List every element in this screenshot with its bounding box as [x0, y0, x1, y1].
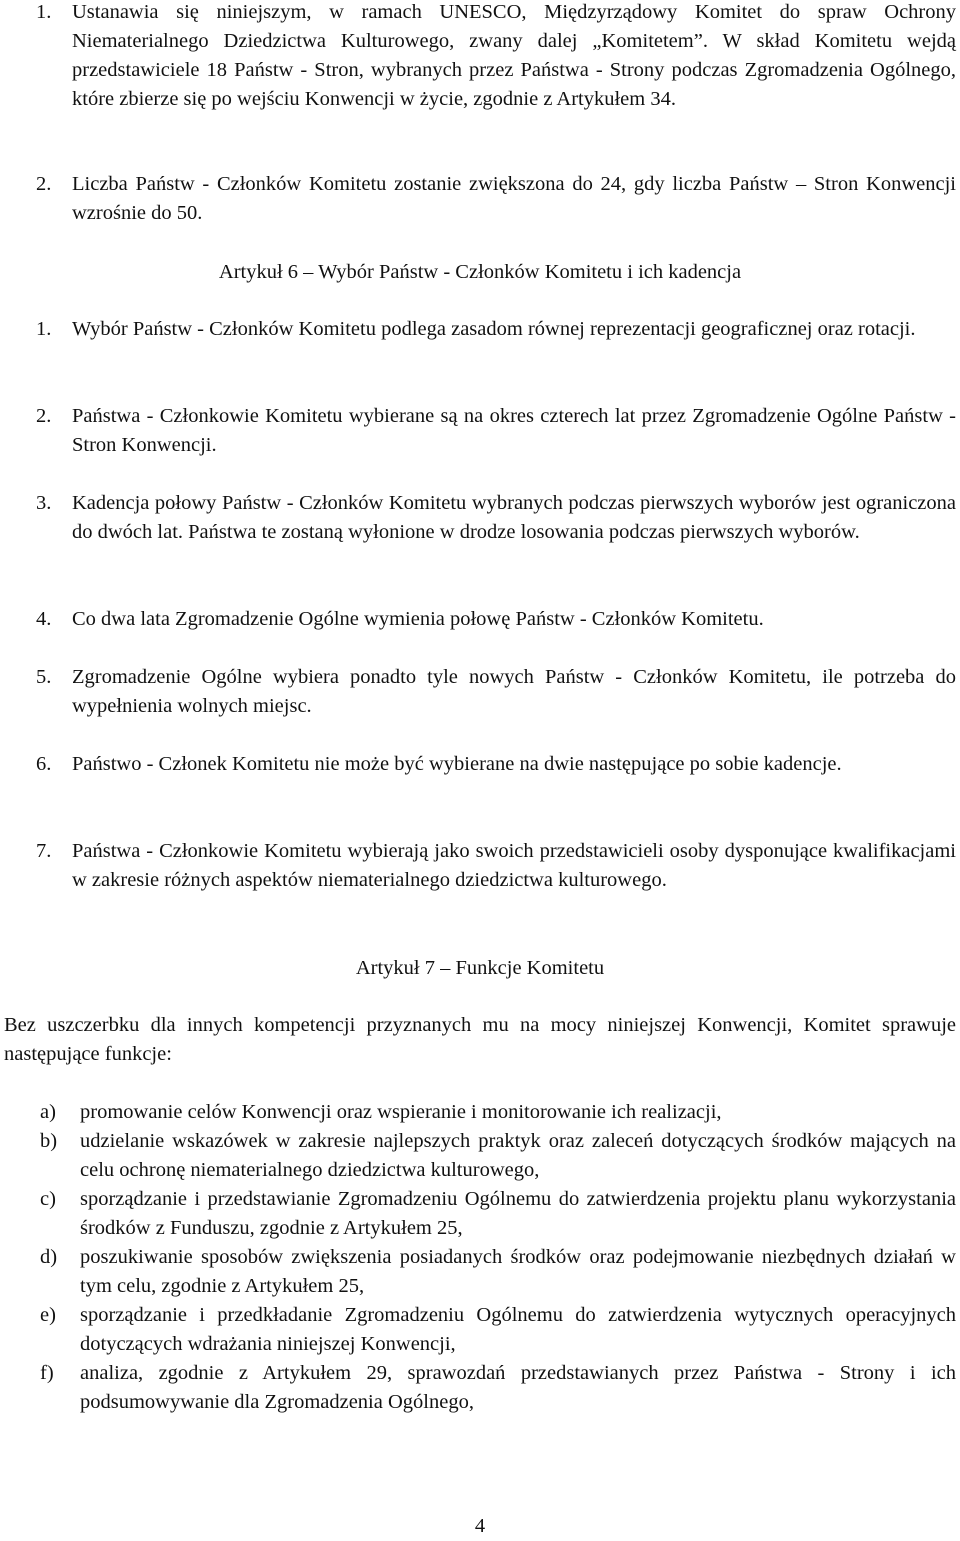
item-letter: c)	[40, 1188, 56, 1210]
art7-item-b	[0, 1127, 956, 1185]
item-text: Zgromadzenie Ogólne wybiera ponadto tyle nowych Państw - Członków Komitetu, ile potrzeba do wypełnienia wolnych miejsc.	[72, 666, 956, 717]
item-letter: b)	[40, 1130, 58, 1152]
item-number: 3.	[36, 492, 52, 514]
item-text: poszukiwanie sposobów zwiększenia posiadanych środków oraz podejmowanie niezbędnych działań w tym celu, zgodnie z Artykułem 25,	[80, 1246, 956, 1297]
item-text: sporządzanie i przedstawianie Zgromadzeniu Ogólnemu do zatwierdzenia projektu planu wykorzystania środków z Funduszu, zgodnie z Artykułem 25,	[80, 1188, 956, 1239]
item-letter: e)	[40, 1304, 56, 1326]
item-number: 1.	[36, 318, 52, 340]
item-number: 6.	[36, 753, 52, 775]
item-letter: d)	[40, 1246, 58, 1268]
art7-item-d	[0, 1243, 956, 1301]
art6-item-7	[0, 837, 956, 895]
item-number: 7.	[36, 840, 52, 862]
item-text: promowanie celów Konwencji oraz wspieranie i monitorowanie ich realizacji,	[80, 1101, 722, 1123]
article-6-heading: Artykuł 6 – Wybór Państw - Członków Komitetu i ich kadencja	[218, 261, 742, 283]
art6-item-3	[0, 489, 956, 547]
item-number: 4.	[36, 608, 52, 630]
item-text: Państwo - Członek Komitetu nie może być wybierane na dwie następujące po sobie kadencje.	[72, 753, 842, 775]
item-number: 5.	[36, 666, 52, 688]
page-number: 4	[474, 1515, 486, 1537]
art6-item-1	[0, 315, 956, 344]
art7-item-f	[0, 1359, 956, 1417]
item-text: Co dwa lata Zgromadzenie Ogólne wymienia połowę Państw - Członków Komitetu.	[72, 608, 764, 630]
item-text: analiza, zgodnie z Artykułem 29, sprawozdań przedstawianych przez Państwa - Strony i ich podsumowywanie dla Zgromadzenia Ogólnego,	[80, 1362, 956, 1413]
item-text: sporządzanie i przedkładanie Zgromadzeniu Ogólnemu do zatwierdzenia wytycznych operacyjnych dotyczących wdrażania niniejszej Konwencji,	[80, 1304, 956, 1355]
paragraph-number: 2.	[36, 173, 52, 195]
item-text: Kadencja połowy Państw - Członków Komitetu wybranych podczas pierwszych wyborów jest ograniczona do dwóch lat. Państwa te zostaną wyłonione w drodze losowania podczas pierwszych wyborów.	[72, 492, 956, 543]
paragraph-text: Liczba Państw - Członków Komitetu zostanie zwiększona do 24, gdy liczba Państw – Stron Konwencji wzrośnie do 50.	[72, 173, 956, 224]
paragraph-text: Ustanawia się niniejszym, w ramach UNESCO, Międzyrządowy Komitet do spraw Ochrony Niematerialnego Dziedzictwa Kulturowego, zwany dalej „Komitetem”. W skład Komitetu wejdą przedstawiciele 18 Państw - Stron, wybranych przez Państwa - Strony podczas Zgromadzenia Ogólnego, które zbierze się po wejściu Konwencji w życie, zgodnie z Artykułem 34.	[72, 1, 956, 110]
item-number: 2.	[36, 405, 52, 427]
art7-item-a	[0, 1098, 956, 1127]
item-text: Państwa - Członkowie Komitetu wybierane są na okres czterech lat przez Zgromadzenie Ogólne Państw - Stron Konwencji.	[72, 405, 956, 456]
item-text: udzielanie wskazówek w zakresie najlepszych praktyk oraz zaleceń dotyczących środków mających na celu ochronę niematerialnego dziedzictwa kulturowego,	[80, 1130, 956, 1181]
item-letter: f)	[40, 1362, 54, 1384]
item-letter: a)	[40, 1101, 56, 1123]
art5-paragraph-2	[0, 170, 956, 228]
item-text: Państwa - Członkowie Komitetu wybierają jako swoich przedstawicieli osoby dysponujące kwalifikacjami w zakresie różnych aspektów niematerialnego dziedzictwa kulturowego.	[72, 840, 956, 891]
art7-item-c	[0, 1185, 956, 1243]
art5-paragraph-1	[0, 0, 956, 114]
item-text: Wybór Państw - Członków Komitetu podlega zasadom równej reprezentacji geograficznej oraz rotacji.	[72, 318, 916, 340]
art6-item-4	[0, 605, 956, 634]
paragraph-number: 1.	[36, 1, 52, 23]
art6-item-5	[0, 663, 956, 721]
article-7-heading: Artykuł 7 – Funkcje Komitetu	[355, 957, 605, 979]
art6-item-2	[0, 402, 956, 460]
art6-item-6	[0, 750, 956, 779]
article-7-intro: Bez uszczerbku dla innych kompetencji przyznanych mu na mocy niniejszej Konwencji, Komitet sprawuje następujące funkcje:	[4, 1014, 956, 1065]
art7-item-e	[0, 1301, 956, 1359]
